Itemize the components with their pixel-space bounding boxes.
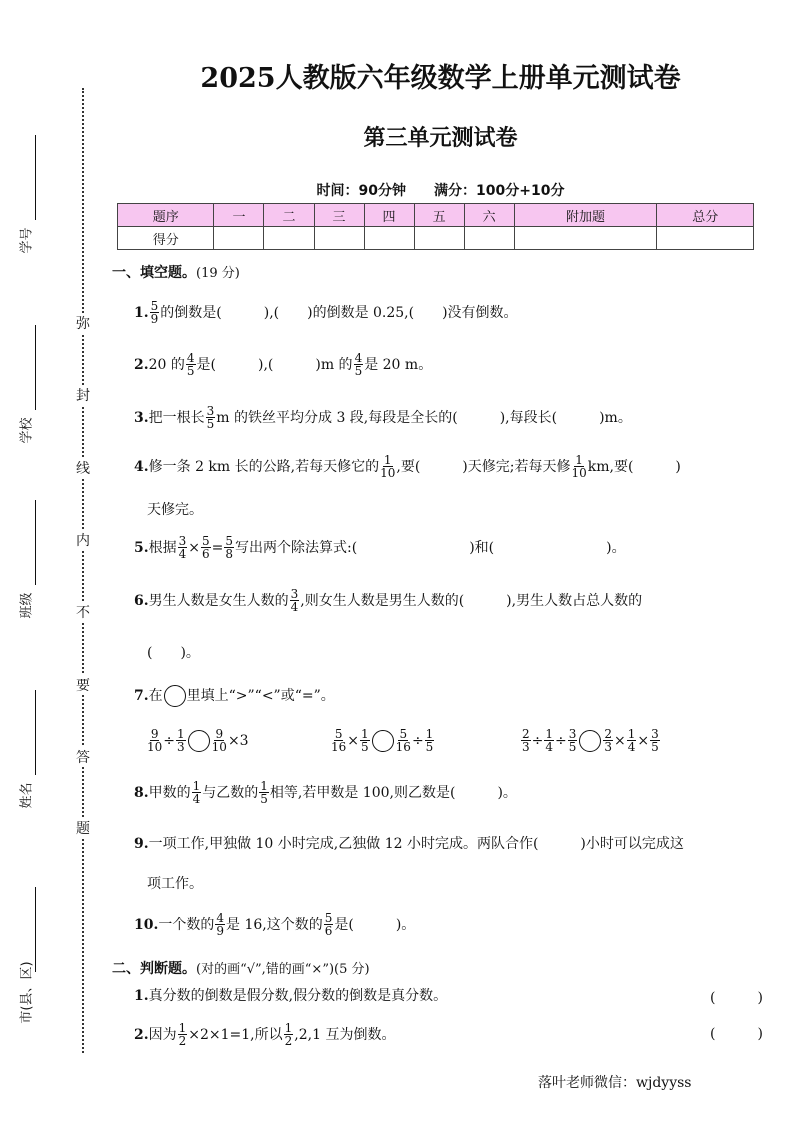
question-number: 1.	[134, 304, 149, 321]
fraction	[627, 728, 637, 753]
question-text: 男生人数是女生人数的	[148, 592, 289, 609]
question	[134, 685, 335, 707]
question-number: 3.	[134, 409, 149, 426]
question-text: ,2,1 互为倒数。	[294, 1026, 396, 1043]
question-text: 根据	[148, 539, 177, 556]
question-text: m 的铁丝平均分成 3 段,每段是全长的( ),每段长( )m。	[216, 409, 632, 426]
seal-character: 题	[73, 818, 93, 838]
seal-character: 要	[73, 675, 93, 695]
table-header-cell: 二	[264, 204, 314, 227]
fraction-numerator: 1	[575, 453, 583, 467]
score-input-cell[interactable]	[314, 227, 364, 250]
section-points: (19 分)	[196, 266, 240, 281]
question-number: 2.	[134, 1026, 149, 1043]
fraction-numerator: 3	[178, 534, 187, 548]
question	[134, 454, 681, 479]
question-text: 是( ),( )m 的	[196, 356, 353, 373]
fraction	[178, 535, 188, 560]
question-text: ÷	[555, 732, 567, 749]
score-input-cell[interactable]	[414, 227, 464, 250]
fraction	[331, 728, 346, 753]
seal-dotted-line	[82, 88, 84, 1053]
section-2-title	[112, 958, 370, 978]
margin-field-line	[35, 135, 36, 220]
question	[134, 405, 632, 430]
fraction-numerator: 9	[150, 727, 159, 741]
exam-title: 2025人教版六年级数学上册单元测试卷	[200, 63, 681, 94]
question	[147, 874, 203, 894]
fraction	[544, 728, 554, 753]
fraction-denominator: 2	[284, 1034, 293, 1048]
fraction-numerator: 1	[383, 453, 392, 467]
fraction-numerator: 1	[425, 727, 434, 741]
table-header-cell: 四	[364, 204, 414, 227]
question-text: ×	[347, 732, 360, 749]
fraction-denominator: 9	[216, 924, 224, 938]
margin-field-line	[35, 500, 36, 585]
question-number: 1.	[134, 988, 149, 1004]
question-text: ÷	[531, 732, 544, 749]
question-text: 天修完。	[147, 502, 203, 518]
question-text: 与乙数的	[202, 784, 259, 801]
question-text: 是 16,这个数的	[226, 916, 323, 933]
fraction-numerator: 1	[177, 727, 185, 741]
fraction-denominator: 5	[206, 417, 215, 431]
question-text: ( )。	[147, 645, 200, 661]
question-text: 里填上“>”“<”或“=”。	[186, 688, 335, 704]
fraction-denominator: 5	[354, 364, 363, 378]
fraction	[603, 728, 613, 753]
fraction-numerator: 5	[150, 299, 159, 313]
fraction-numerator: 2	[522, 727, 530, 741]
fraction	[150, 300, 160, 325]
question	[134, 352, 432, 377]
fraction-denominator: 5	[568, 740, 577, 754]
fraction	[425, 728, 435, 753]
question	[134, 834, 684, 854]
fraction-numerator: 4	[354, 351, 363, 365]
fraction-numerator: 5	[225, 534, 234, 548]
fraction-denominator: 5	[651, 740, 659, 754]
fraction-denominator: 4	[545, 740, 554, 754]
question-text: 是( )。	[334, 916, 416, 933]
question-number: 9.	[134, 836, 149, 852]
fraction	[284, 1022, 294, 1047]
comparison-circle-blank	[188, 730, 210, 752]
seal-character: 内	[73, 530, 93, 550]
fraction-numerator: 5	[324, 911, 333, 925]
fraction-denominator: 5	[186, 364, 195, 378]
question-text: 20 的	[148, 356, 185, 373]
answer-parentheses: ( )	[710, 1026, 763, 1042]
fraction	[571, 454, 586, 479]
question-text: ÷	[411, 732, 424, 749]
fraction	[290, 588, 300, 613]
comparison-circle-blank	[579, 730, 601, 752]
fraction-numerator: 1	[284, 1021, 293, 1035]
section-title-text: 二、判断题。	[112, 961, 196, 977]
margin-field-label: 市(县、区)	[19, 961, 35, 1024]
seal-character: 弥	[73, 313, 93, 333]
question-text: 一项工作,甲独做 10 小时完成,乙独做 12 小时完成。两队合作( )小时可以完成这	[148, 836, 684, 852]
fraction-denominator: 3	[604, 740, 613, 754]
fraction-denominator: 10	[211, 740, 227, 754]
question	[134, 780, 517, 805]
fraction-numerator: 1	[627, 727, 636, 741]
fraction	[360, 728, 370, 753]
seal-character: 答	[73, 747, 93, 767]
question-text: 甲数的	[148, 784, 191, 801]
question-text: ÷	[163, 732, 176, 749]
fraction-numerator: 3	[206, 404, 215, 418]
seal-character: 线	[73, 458, 93, 478]
exam-meta	[0, 180, 793, 200]
question-number: 10.	[134, 916, 159, 933]
margin-field-line	[35, 325, 36, 410]
section-points: (对的画“√”,错的画“×”)(5 分)	[196, 962, 370, 977]
question	[134, 300, 518, 325]
margin-field-label: 班级	[19, 592, 35, 619]
answer-parentheses: ( )	[710, 990, 763, 1006]
fraction-denominator: 6	[202, 547, 210, 561]
question	[134, 912, 415, 937]
margin-field-line	[35, 887, 36, 972]
comparison-circle-blank	[164, 685, 186, 707]
question-number: 2.	[134, 356, 149, 373]
footer-contact: 落叶老师微信：wjdyyss	[538, 1075, 692, 1091]
fraction-numerator: 4	[186, 351, 195, 365]
fraction	[201, 535, 211, 560]
fraction-denominator: 2	[178, 1034, 187, 1048]
question-text: 相等,若甲数是 100,则乙数是( )。	[269, 784, 517, 801]
score-input-cell[interactable]	[514, 227, 657, 250]
margin-field-label: 学号	[19, 227, 35, 254]
seal-character: 封	[73, 385, 93, 405]
question	[134, 588, 642, 613]
section-1-title	[112, 262, 240, 282]
fraction-denominator: 16	[395, 740, 411, 754]
comparison-circle-blank	[372, 730, 394, 752]
fraction-numerator: 9	[215, 727, 224, 741]
score-table	[117, 203, 754, 250]
fraction-denominator: 8	[225, 547, 234, 561]
fraction	[521, 728, 531, 753]
fraction	[380, 454, 395, 479]
table-header-cell: 题序	[118, 204, 214, 227]
table-header-cell: 五	[414, 204, 464, 227]
fraction	[176, 728, 186, 753]
question-number: 6.	[134, 592, 149, 609]
fraction	[396, 728, 411, 753]
fraction-numerator: 2	[604, 727, 613, 741]
fraction-numerator: 3	[290, 587, 299, 601]
score-input-cell[interactable]	[214, 227, 264, 250]
score-input-cell[interactable]	[657, 227, 754, 250]
question-text: ×3	[227, 732, 249, 749]
full-score: 满分：100分+10分	[434, 183, 565, 199]
fraction-denominator: 4	[178, 547, 187, 561]
question-number: 5.	[134, 539, 149, 556]
fraction-denominator: 9	[150, 312, 159, 326]
table-header-cell: 总分	[657, 204, 754, 227]
question-text: ×	[188, 539, 200, 556]
fraction	[224, 535, 234, 560]
question-number: 4.	[134, 458, 149, 475]
fraction-numerator: 1	[192, 779, 201, 793]
question-text: 的倒数是( ),( )的倒数是 0.25,( )没有倒数。	[160, 304, 518, 321]
fraction	[178, 1022, 188, 1047]
fraction	[650, 728, 660, 753]
fraction-numerator: 5	[399, 727, 408, 741]
question	[146, 728, 249, 753]
fraction	[354, 352, 364, 377]
fraction-denominator: 10	[380, 466, 396, 480]
question	[134, 1022, 395, 1047]
question-text: 在	[148, 688, 163, 704]
table-header-cell: 附加题	[514, 204, 657, 227]
fraction-numerator: 4	[216, 911, 224, 925]
question-text: ,则女生人数是男生人数的( ),男生人数占总人数的	[300, 592, 643, 609]
question-text: 修一条 2 km 长的公路,若每天修它的	[148, 458, 380, 475]
table-row-label: 得分	[118, 227, 214, 250]
unit-subtitle: 第三单元测试卷	[363, 125, 518, 151]
margin-field-label: 学校	[19, 417, 35, 444]
question-text: 项工作。	[147, 876, 203, 892]
table-header-cell: 三	[314, 204, 364, 227]
fraction	[147, 728, 162, 753]
fraction-numerator: 3	[651, 727, 659, 741]
question-number: 7.	[134, 688, 149, 704]
question-text: km,要( )	[587, 458, 681, 475]
question-text: 真分数的倒数是假分数,假分数的倒数是真分数。	[148, 988, 448, 1004]
question-text: 把一根长	[148, 409, 205, 426]
fraction-denominator: 5	[361, 740, 369, 754]
question	[134, 535, 626, 560]
fraction	[324, 912, 334, 937]
fraction-numerator: 1	[361, 727, 369, 741]
fraction-denominator: 10	[571, 466, 587, 480]
seal-character: 不	[73, 602, 93, 622]
table-header-cell: 一	[214, 204, 264, 227]
fraction-denominator: 10	[147, 740, 163, 754]
question-number: 8.	[134, 784, 149, 801]
margin-field-label: 姓名	[19, 782, 35, 809]
fraction-numerator: 1	[545, 727, 554, 741]
question-text: ×	[614, 732, 626, 749]
fraction-numerator: 3	[568, 727, 577, 741]
question-text: 一个数的	[158, 916, 215, 933]
fraction-denominator: 16	[331, 740, 347, 754]
fraction	[568, 728, 578, 753]
fraction	[186, 352, 196, 377]
fraction	[212, 728, 227, 753]
question-text: ×	[637, 732, 650, 749]
fraction-denominator: 4	[290, 600, 299, 614]
question-text: 因为	[148, 1026, 177, 1043]
question-text: 写出两个除法算式:( )和( )。	[235, 539, 626, 556]
score-input-cell[interactable]	[264, 227, 314, 250]
fraction-numerator: 1	[260, 779, 268, 793]
fraction-denominator: 4	[627, 740, 636, 754]
question	[134, 986, 447, 1006]
question-text: ,要( )天修完;若每天修	[396, 458, 571, 475]
fraction-numerator: 5	[202, 534, 210, 548]
score-input-cell[interactable]	[364, 227, 414, 250]
time-limit: 时间：90分钟	[316, 183, 407, 199]
question-text: =	[211, 539, 224, 556]
score-input-cell[interactable]	[464, 227, 514, 250]
fraction-denominator: 3	[522, 740, 530, 754]
fraction-denominator: 4	[192, 792, 201, 806]
fraction-denominator: 5	[260, 792, 268, 806]
fraction-denominator: 6	[324, 924, 333, 938]
fraction-numerator: 1	[178, 1021, 187, 1035]
fraction-numerator: 5	[334, 727, 343, 741]
fraction	[259, 780, 269, 805]
question	[330, 728, 435, 753]
question-text: 是 20 m。	[364, 356, 433, 373]
question	[520, 728, 661, 753]
margin-field-line	[35, 690, 36, 775]
fraction	[192, 780, 202, 805]
fraction-denominator: 5	[425, 740, 434, 754]
question-text: ×2×1=1,所以	[188, 1026, 283, 1043]
table-header-cell: 六	[464, 204, 514, 227]
question	[147, 500, 203, 520]
fraction-denominator: 3	[177, 740, 185, 754]
question	[147, 643, 200, 663]
fraction	[206, 405, 216, 430]
section-title-text: 一、填空题。	[112, 265, 196, 281]
fraction	[215, 912, 225, 937]
